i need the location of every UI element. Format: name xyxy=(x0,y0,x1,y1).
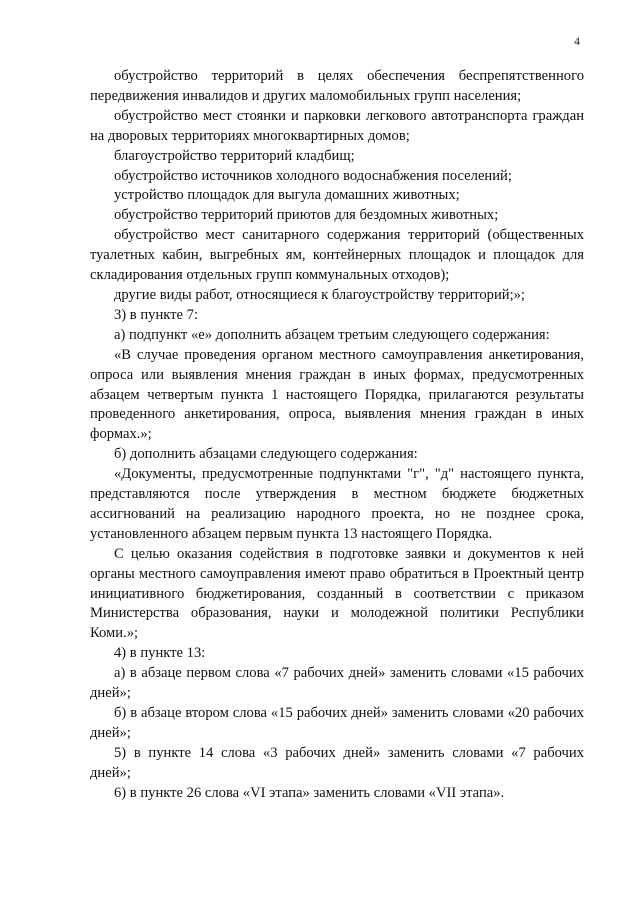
paragraph: 4) в пункте 13: xyxy=(114,645,206,662)
page-number: 4 xyxy=(574,34,580,48)
paragraph: обустройство территорий в целях обеспечения беспрепятственного передвижения инвалидов и других маломобильных групп населения; xyxy=(90,68,584,104)
paragraph: «В случае проведения органом местного самоуправления анкетирования, опроса или выявления мнения граждан в иных формах, предусмотренных абзацем четвертым пункта 1 настоящего Порядка, прилагаются результаты проведенного анкетирования, опроса, выявления мнения граждан в иных формах.»; xyxy=(90,346,584,443)
paragraph: обустройство мест стоянки и парковки легкового автотранспорта граждан на дворовых территориях многоквартирных домов; xyxy=(90,107,584,144)
paragraph: С целью оказания содействия в подготовке заявки и документов к ней органы местного самоуправления имеют право обратиться в Проектный центр инициативного бюджетирования, созданный в соответствии с приказом Министерства образования, науки и молодежной политики Республики Коми.»; xyxy=(90,545,584,642)
paragraph: 6) в пункте 26 слова «VI этапа» заменить словами «VII этапа». xyxy=(114,784,505,801)
paragraph: а) в абзаце первом слова «7 рабочих дней» заменить словами «15 рабочих дней»; xyxy=(90,665,584,702)
paragraph: 3) в пункте 7: xyxy=(114,306,199,323)
paragraph: а) подпункт «е» дополнить абзацем третьим следующего содержания: xyxy=(114,326,550,343)
paragraph: б) в абзаце втором слова «15 рабочих дней» заменить словами «20 рабочих дней»; xyxy=(90,705,584,741)
paragraph: другие виды работ, относящиеся к благоустройству территорий;»; xyxy=(114,286,525,303)
paragraph: устройство площадок для выгула домашних животных; xyxy=(114,187,460,204)
paragraph: обустройство источников холодного водоснабжения поселений; xyxy=(114,167,512,184)
paragraph: «Документы, предусмотренные подпунктами "г", "д" настоящего пункта, представляются после утверждения в местном бюджете бюджетных ассигнований на реализацию народного проекта, но не позднее срока, установленного абзацем первым пункта 13 настоящего Порядка. xyxy=(90,466,584,542)
paragraph: обустройство мест санитарного содержания территорий (общественных туалетных кабин, выгребных ям, контейнерных площадок и площадок для складирования отдельных групп коммунальных отходов); xyxy=(90,227,584,284)
document-body xyxy=(90,67,584,804)
paragraph: б) дополнить абзацами следующего содержания: xyxy=(114,446,418,463)
paragraph: 5) в пункте 14 слова «3 рабочих дней» заменить словами «7 рабочих дней»; xyxy=(90,744,584,781)
paragraph: обустройство территорий приютов для бездомных животных; xyxy=(114,207,499,224)
paragraph: благоустройство территорий кладбищ; xyxy=(114,147,355,164)
